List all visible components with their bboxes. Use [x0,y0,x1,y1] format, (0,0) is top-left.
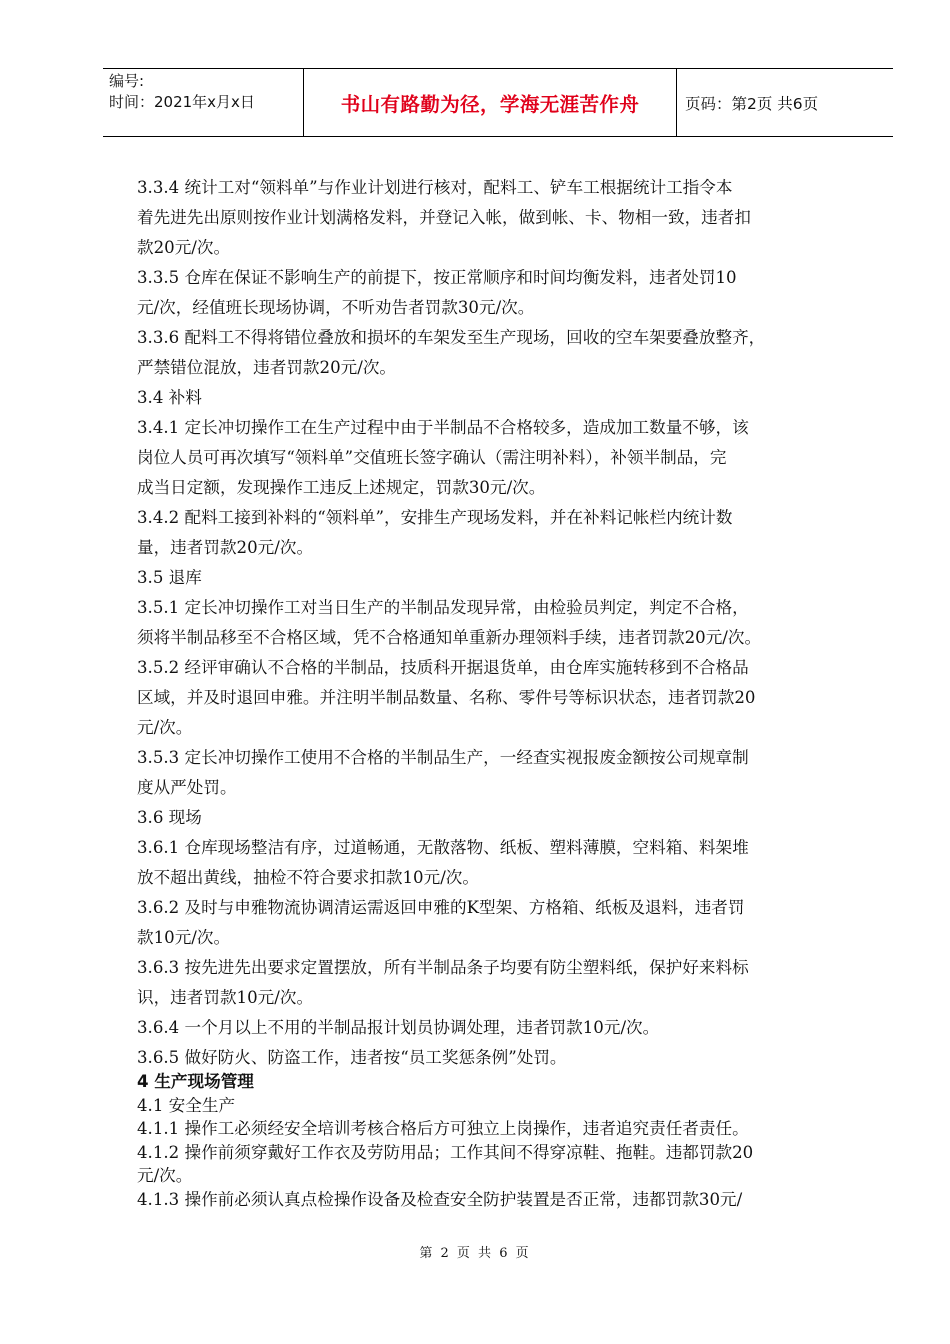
text-line: 4 生产现场管理 [137,1072,254,1091]
text-line: 4.1.1 操作工必须经安全培训考核合格后方可独立上岗操作，违者追究责任者责任。 [137,1119,749,1139]
text-line: 元/次。 [137,1166,193,1186]
text-line: 3.5 退库 [137,568,202,587]
text-line: 3.4.2 配料工接到补料的“领料单”，安排生产现场发料，并在补料记帐栏内统计数 [137,508,733,527]
number-label: 编号: [109,72,145,90]
text-line: 放不超出黄线，抽检不符合要求扣款10元/次。 [137,868,479,887]
text-line: 岗位人员可再次填写“领料单”交值班长签字确认（需注明补料），补领半制品，完 [137,448,727,467]
text-line: 量，违者罚款20元/次。 [137,538,314,557]
text-line: 3.3.5 仓库在保证不影响生产的前提下，按正常顺序和时间均衡发料，违者处罚10 [137,268,737,287]
time-label: 时间：2021年x月x日 [109,93,255,111]
text-line: 款10元/次。 [137,928,231,947]
text-line: 元/次，经值班长现场协调，不听劝告者罚款30元/次。 [137,298,535,317]
text-line: 3.6.1 仓库现场整洁有序，过道畅通，无散落物、纸板、塑料薄膜，空料箱、料架堆 [137,838,749,857]
text-line: 款20元/次。 [137,238,231,257]
text-line: 3.3.6 配料工不得将错位叠放和损坏的车架发至生产现场，回收的空车架要叠放整齐， [137,328,766,347]
text-line: 须将半制品移至不合格区域，凭不合格通知单重新办理领料手续，违者罚款20元/次。 [137,628,762,647]
text-line: 3.6 现场 [137,808,202,827]
page-number-label: 页码：第2页 共6页 [685,94,819,113]
text-line: 区域，并及时退回申雅。并注明半制品数量、名称、零件号等标识状态，违者罚款20 [137,688,756,707]
page-header [103,68,893,137]
text-line: 元/次。 [137,718,193,737]
text-line: 3.6.3 按先进先出要求定置摆放，所有半制品条子均要有防尘塑料纸，保护好来料标 [137,958,749,977]
text-line: 3.6.2 及时与申雅物流协调清运需返回申雅的K型架、方格箱、纸板及退料，违者罚 [137,898,745,917]
text-line: 3.5.3 定长冲切操作工使用不合格的半制品生产，一经查实视报废金额按公司规章制 [137,748,749,767]
text-line: 3.6.5 做好防火、防盗工作，违者按“员工奖惩条例”处罚。 [137,1048,567,1067]
text-line: 成当日定额，发现操作工违反上述规定，罚款30元/次。 [137,478,546,497]
text-line: 识，违者罚款10元/次。 [137,988,314,1007]
text-line: 4.1.2 操作前须穿戴好工作衣及劳防用品；工作其间不得穿凉鞋、拖鞋。违都罚款20 [137,1142,754,1162]
text-line: 3.5.2 经评审确认不合格的半制品，技质科开据退货单，由仓库实施转移到不合格品 [137,658,749,677]
text-line: 4.1 安全生产 [137,1095,236,1115]
text-line: 3.4.1 定长冲切操作工在生产过程中由于半制品不合格较多，造成加工数量不够，该 [137,418,749,437]
page-footer: 第 2 页 共 6 页 [419,1246,531,1261]
text-line: 严禁错位混放，违者罚款20元/次。 [137,358,397,377]
document-body [137,173,857,1212]
text-line: 3.3.4 统计工对“领料单”与作业计划进行核对，配料工、铲车工根据统计工指令本 [137,178,733,197]
text-line: 度从严处罚。 [137,778,237,797]
text-line: 3.6.4 一个月以上不用的半制品报计划员协调处理，违者罚款10元/次。 [137,1018,660,1037]
header-info-cell [103,69,304,136]
text-line: 4.1.3 操作前必须认真点检操作设备及检查安全防护装置是否正常，违都罚款30元/ [137,1189,743,1209]
motto: 书山有路勤为径，学海无涯苦作舟 [304,69,677,136]
text-line: 着先进先出原则按作业计划满格发料，并登记入帐，做到帐、卡、物相一致，违者扣 [137,208,751,227]
text-line: 3.4 补料 [137,388,202,407]
text-line: 3.5.1 定长冲切操作工对当日生产的半制品发现异常，由检验员判定，判定不合格， [137,598,749,617]
